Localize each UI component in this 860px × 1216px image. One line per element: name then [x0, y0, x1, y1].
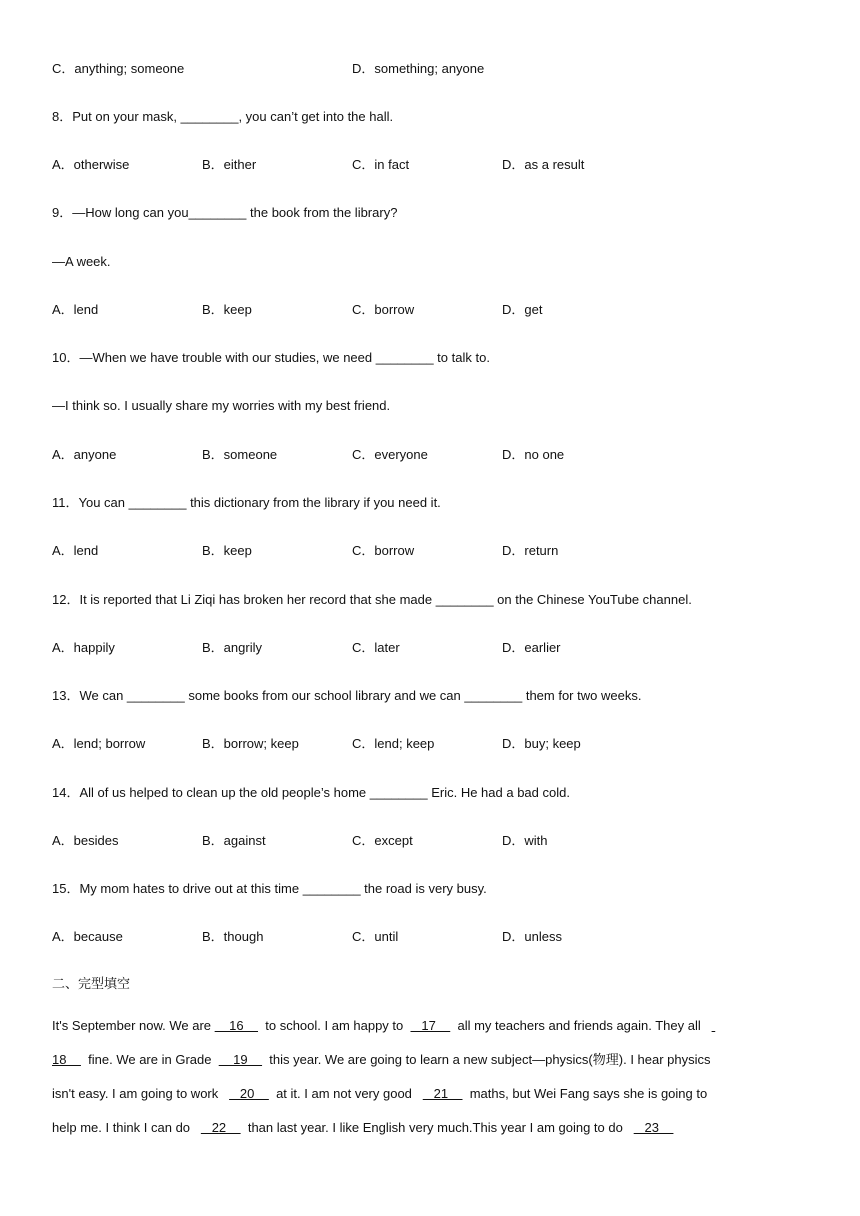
q10-option-d: D．no one: [502, 447, 565, 462]
q8-option-b: B．either: [202, 157, 257, 172]
q9-option-c: C．borrow: [352, 302, 415, 317]
q12-option-c: C．later: [352, 640, 400, 655]
cloze-text: than last year. I like English very much.This year I am going to do: [240, 1120, 634, 1135]
q10-option-b: B．someone: [202, 447, 278, 462]
q15-option-d: D．unless: [502, 929, 562, 944]
cloze-text: at it. I am not very good: [268, 1086, 423, 1101]
q10-reply: —I think so. I usually share my worries with my best friend.: [52, 398, 391, 413]
q9-option-d: D．get: [502, 302, 543, 317]
cloze-line-3: [52, 1085, 808, 1103]
q13-option-a: A．lend; borrow: [52, 736, 146, 751]
q11-option-d: D．return: [502, 543, 559, 558]
q12-option-d: D．earlier: [502, 640, 561, 655]
q7-option-c: C．anything; someone: [52, 61, 185, 76]
blank-17: 17: [410, 1018, 451, 1033]
q13-option-c: C．lend; keep: [352, 736, 435, 751]
cloze-text: It's September now. We are: [52, 1018, 215, 1033]
blank-18: 18: [52, 1052, 81, 1067]
q12-option-a: A．happily: [52, 640, 115, 655]
q13-option-b: B．borrow; keep: [202, 736, 299, 751]
q13-stem: 13．We can ________ some books from our school library and we can ________ them for two weeks.: [52, 688, 642, 703]
q9-option-a: A．lend: [52, 302, 99, 317]
cloze-text: all my teachers and friends again. They all: [450, 1018, 712, 1033]
q11-stem: 11．You can ________ this dictionary from the library if you need it.: [52, 495, 441, 510]
q15-option-c: C．until: [352, 929, 399, 944]
q12-stem: 12．It is reported that Li Ziqi has broken her record that she made ________ on the Chinese YouTube channel.: [52, 592, 692, 607]
q10-option-c: C．everyone: [352, 447, 428, 462]
blank-16: 16: [214, 1018, 259, 1033]
q8-option-c: C．in fact: [352, 157, 410, 172]
blank-21: 21: [422, 1086, 463, 1101]
q8-option-d: D．as a result: [502, 157, 585, 172]
q8-option-a: A．otherwise: [52, 157, 130, 172]
q14-option-b: B．against: [202, 833, 266, 848]
q9-stem: 9．—How long can you________ the book from the library?: [52, 205, 398, 220]
blank-23: 23: [633, 1120, 674, 1135]
cloze-text: help me. I think I can do: [52, 1120, 201, 1135]
blank-19: 19: [218, 1052, 263, 1067]
q14-option-d: D．with: [502, 833, 548, 848]
q15-stem: 15．My mom hates to drive out at this time ________ the road is very busy.: [52, 881, 487, 896]
q9-reply: —A week.: [52, 254, 111, 269]
q9-option-b: B．keep: [202, 302, 252, 317]
q15-option-b: B．though: [202, 929, 264, 944]
cloze-line-4: [52, 1119, 808, 1137]
q12-option-b: B．angrily: [202, 640, 262, 655]
blank-20: 20: [229, 1086, 269, 1101]
cloze-line-2: [52, 1051, 808, 1069]
cloze-text: this year. We are going to learn a new subject—physics(物理). I hear physics: [262, 1052, 711, 1067]
q14-option-a: A．besides: [52, 833, 119, 848]
q11-option-a: A．lend: [52, 543, 99, 558]
q7-option-d: D．something; anyone: [352, 61, 485, 76]
q11-option-c: C．borrow: [352, 543, 415, 558]
q14-stem: 14．All of us helped to clean up the old people’s home ________ Eric. He had a bad cold.: [52, 785, 570, 800]
cloze-text: isn't easy. I am going to work: [52, 1086, 230, 1101]
q8-stem: 8．Put on your mask, ________, you can’t get into the hall.: [52, 109, 394, 124]
blank-18-start: [712, 1018, 716, 1033]
q15-option-a: A．because: [52, 929, 123, 944]
cloze-text: maths, but Wei Fang says she is going to: [462, 1086, 708, 1101]
q13-option-d: D．buy; keep: [502, 736, 581, 751]
q14-option-c: C．except: [352, 833, 413, 848]
q10-option-a: A．anyone: [52, 447, 117, 462]
cloze-line-1: [52, 1017, 808, 1035]
cloze-text: to school. I am happy to: [258, 1018, 411, 1033]
blank-22: 22: [200, 1120, 241, 1135]
q11-option-b: B．keep: [202, 543, 252, 558]
section-title: 二、完型填空: [52, 977, 131, 992]
q10-stem: 10．—When we have trouble with our studies, we need ________ to talk to.: [52, 350, 490, 365]
cloze-text: fine. We are in Grade: [80, 1052, 219, 1067]
